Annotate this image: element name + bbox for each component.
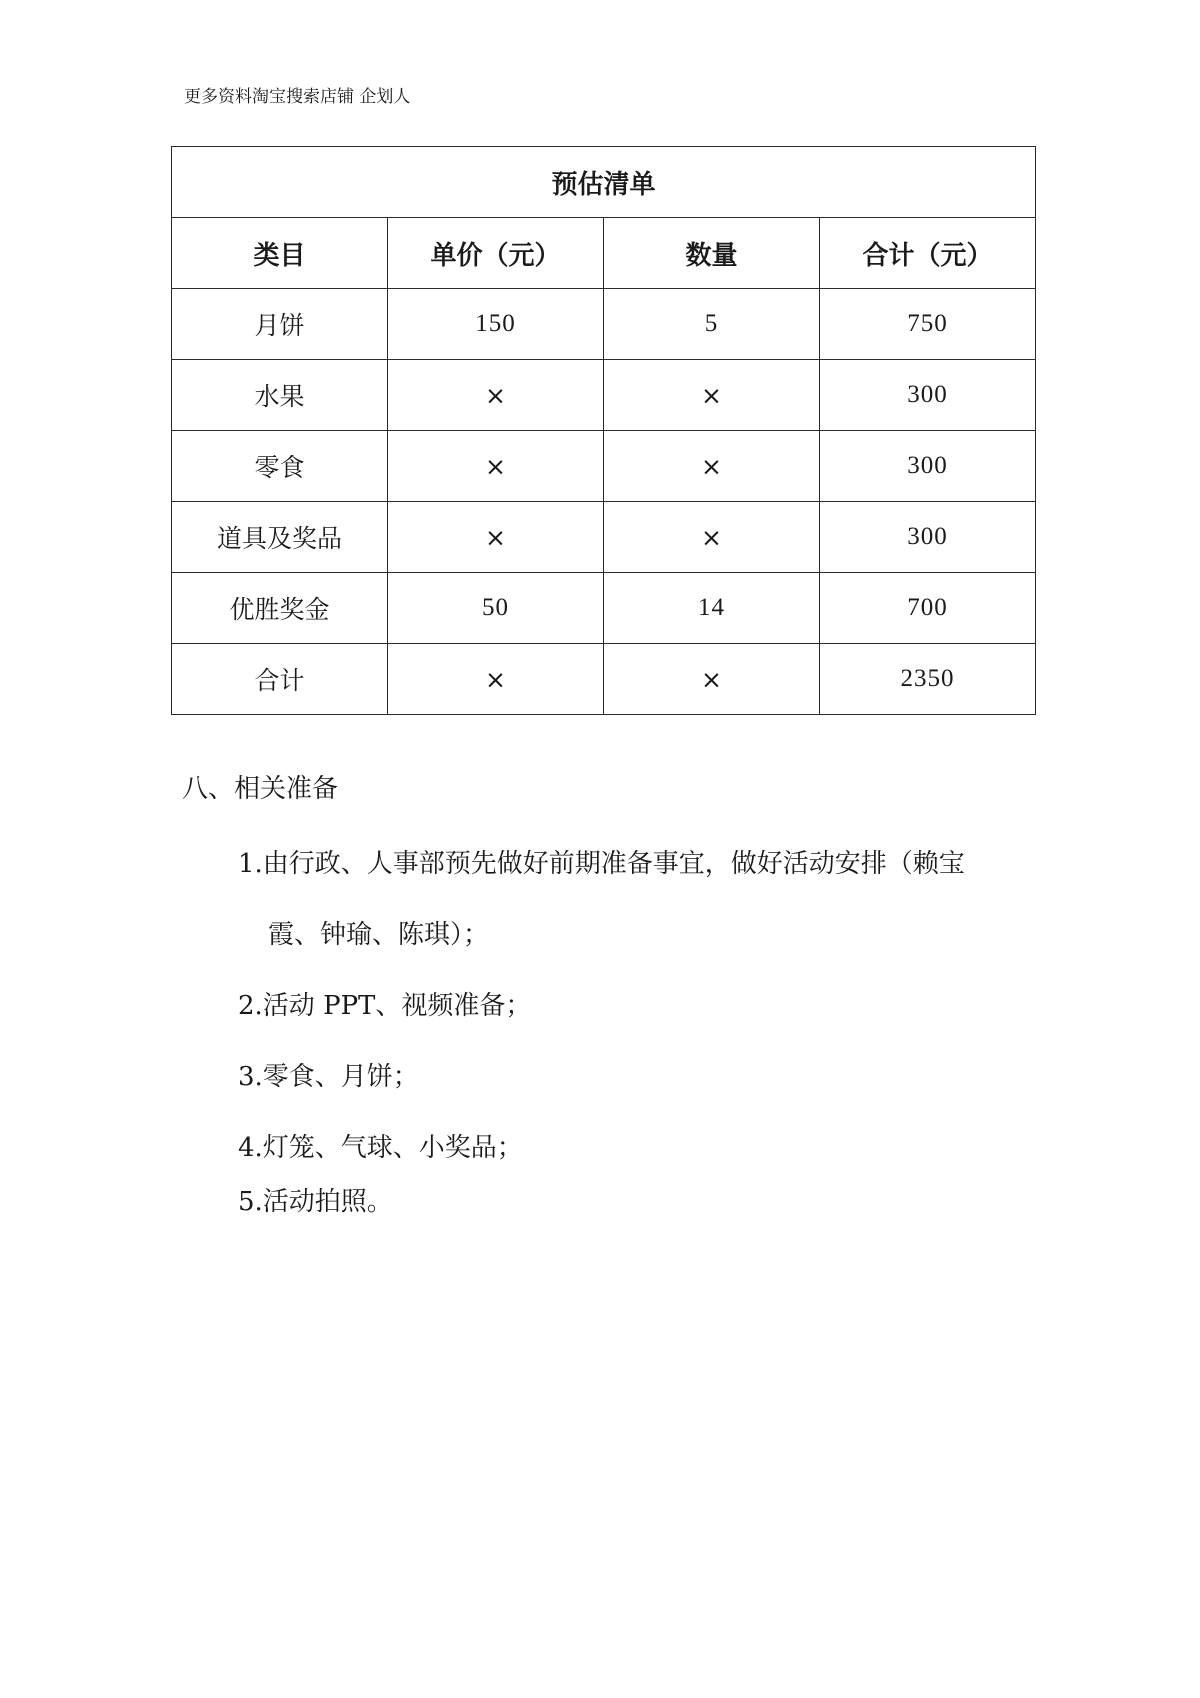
cell-category: 月饼 xyxy=(172,289,388,360)
cell-total: 750 xyxy=(820,289,1036,360)
cell-quantity: 5 xyxy=(604,289,820,360)
column-header-category: 类目 xyxy=(172,218,388,289)
cell-total: 300 xyxy=(820,360,1036,431)
list-item: 3.零食、月饼； xyxy=(238,1062,419,1092)
list-item: 5.活动拍照。 xyxy=(238,1187,393,1217)
table-title-row xyxy=(172,147,1036,218)
cell-category: 道具及奖品 xyxy=(172,502,388,573)
list-item: 1.由行政、人事部预先做好前期准备事宜，做好活动安排（赖宝 xyxy=(238,849,965,879)
cell-category: 零食 xyxy=(172,431,388,502)
list-item: 霞、钟瑜、陈琪）； xyxy=(268,920,490,950)
cell-total: 300 xyxy=(820,431,1036,502)
cell-quantity: × xyxy=(604,360,820,431)
section-heading: 八、相关准备 xyxy=(182,774,339,804)
column-header-total: 合计（元） xyxy=(820,218,1036,289)
cell-total: 700 xyxy=(820,573,1036,644)
cell-quantity: × xyxy=(604,431,820,502)
column-header-quantity: 数量 xyxy=(604,218,820,289)
list-item: 4.灯笼、气球、小奖品； xyxy=(238,1133,523,1163)
cell-category: 优胜奖金 xyxy=(172,573,388,644)
cell-unit-price: × xyxy=(388,360,604,431)
cell-category: 水果 xyxy=(172,360,388,431)
cell-total: 300 xyxy=(820,502,1036,573)
table-row xyxy=(172,360,1036,431)
cell-unit-price: 50 xyxy=(388,573,604,644)
cell-quantity: × xyxy=(604,502,820,573)
cell-quantity: × xyxy=(604,644,820,715)
header-note: 更多资料淘宝搜索店铺 企划人 xyxy=(184,87,411,107)
cell-unit-price: × xyxy=(388,502,604,573)
list-item: 2.活动 PPT、视频准备； xyxy=(238,991,532,1021)
cell-category: 合计 xyxy=(172,644,388,715)
table-row xyxy=(172,573,1036,644)
cell-quantity: 14 xyxy=(604,573,820,644)
table-header-row xyxy=(172,218,1036,289)
table-row xyxy=(172,289,1036,360)
table-row xyxy=(172,431,1036,502)
table-row xyxy=(172,644,1036,715)
cell-unit-price: × xyxy=(388,431,604,502)
table-title: 预估清单 xyxy=(172,147,1036,218)
cell-total: 2350 xyxy=(820,644,1036,715)
table-row xyxy=(172,502,1036,573)
column-header-unit-price: 单价（元） xyxy=(388,218,604,289)
cell-unit-price: 150 xyxy=(388,289,604,360)
cell-unit-price: × xyxy=(388,644,604,715)
estimate-table xyxy=(171,146,1036,715)
